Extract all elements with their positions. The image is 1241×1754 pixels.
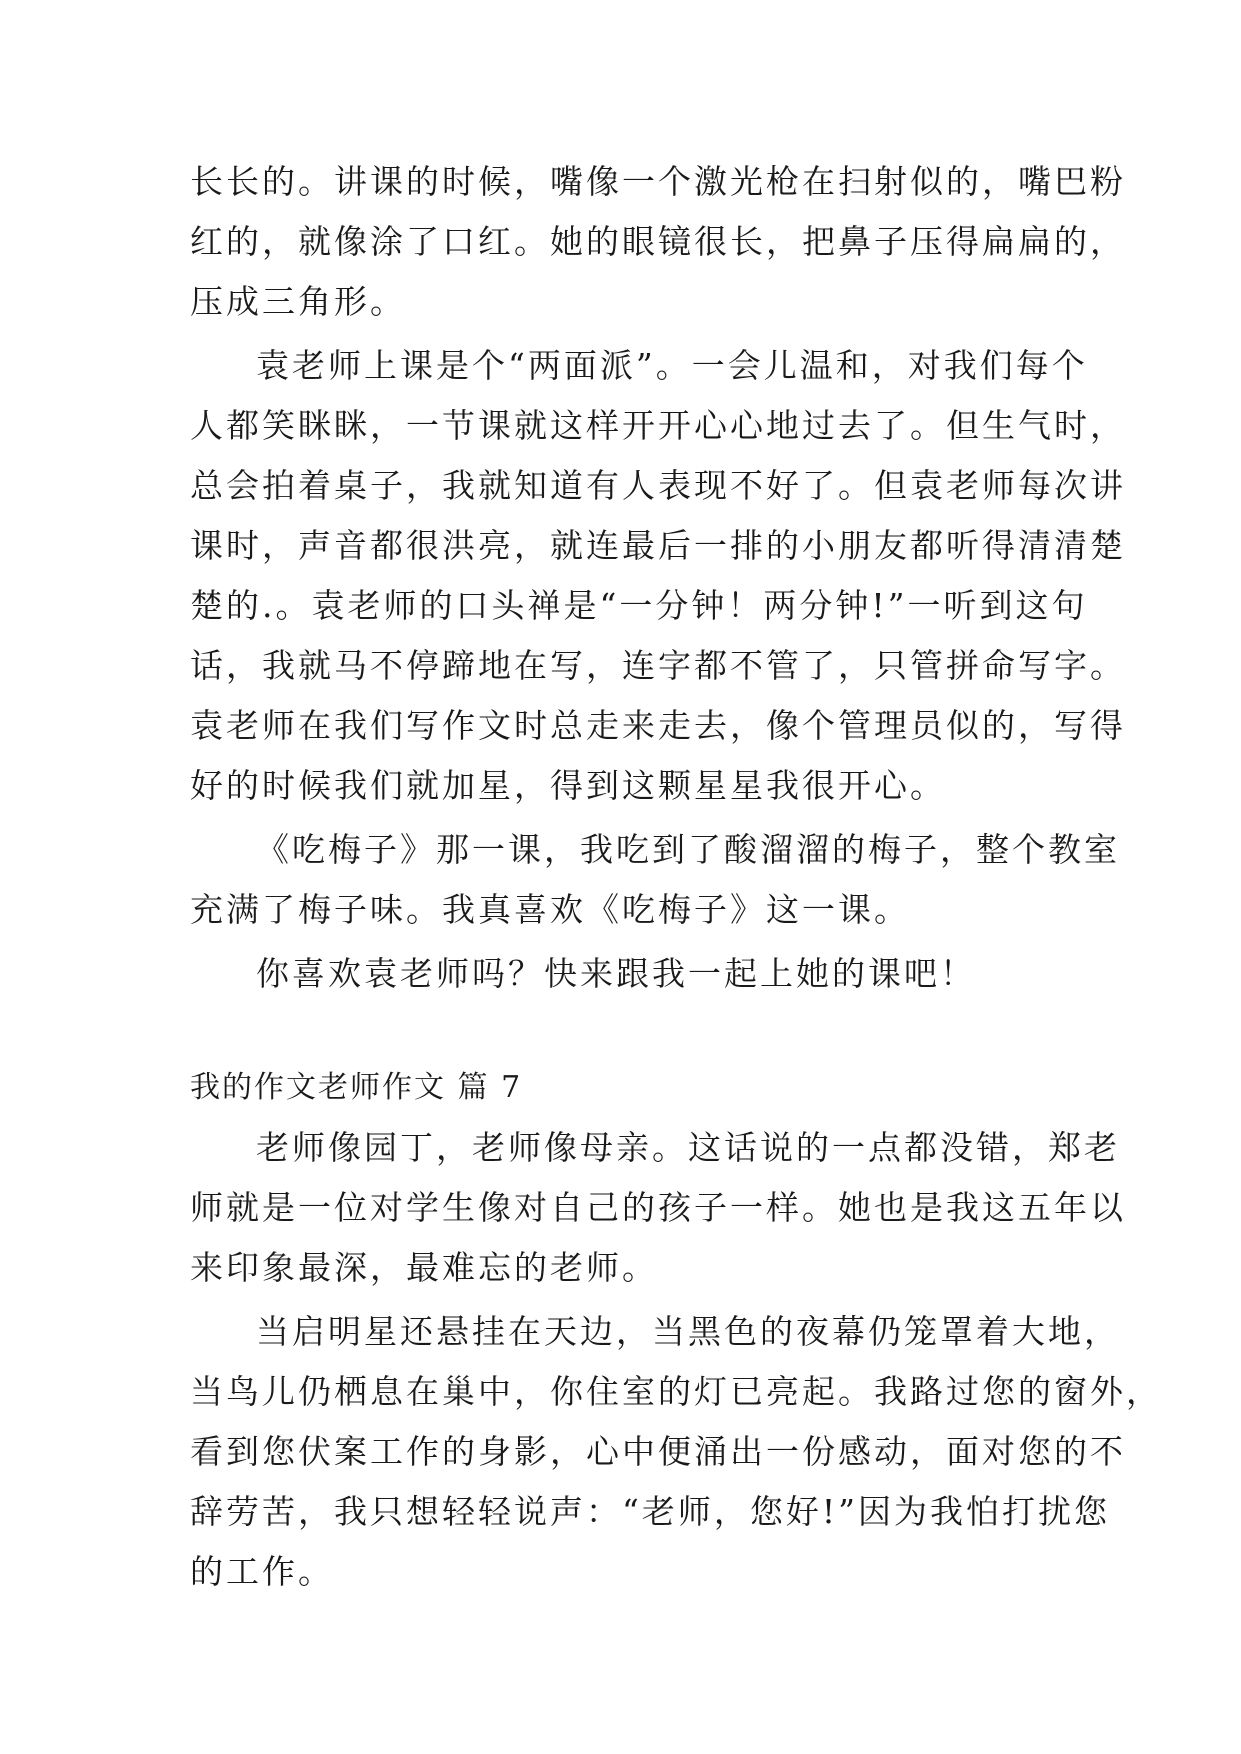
text-line: 总会拍着桌子，我就知道有人表现不好了。但袁老师每次讲 — [190, 466, 1126, 505]
text-line: 话，我就马不停蹄地在写，连字都不管了，只管拼命写字。 — [190, 646, 1126, 685]
text-line: 袁老师上课是个“两面派”。一会儿温和，对我们每个 — [256, 346, 1088, 385]
paragraph-6 — [190, 1302, 1162, 1602]
text-line: 师就是一位对学生像对自己的孩子一样。她也是我这五年以 — [190, 1188, 1126, 1227]
text-line: 的工作。 — [190, 1552, 334, 1591]
text-line: 楚的.。袁老师的口头禅是“一分钟！两分钟!”一听到这句 — [190, 586, 1088, 625]
text-line: 老师像园丁，老师像母亲。这话说的一点都没错，郑老 — [256, 1128, 1120, 1167]
paragraph-4 — [190, 944, 1070, 1004]
text-line: 人都笑眯眯，一节课就这样开开心心地过去了。但生气时， — [190, 406, 1126, 445]
section-heading — [190, 1058, 1070, 1118]
text-line: 来印象最深，最难忘的老师。 — [190, 1248, 658, 1287]
section-title: 我的作文老师作文 篇 7 — [190, 1070, 523, 1105]
text-line: 你喜欢袁老师吗？快来跟我一起上她的课吧！ — [256, 954, 976, 993]
text-line: 充满了梅子味。我真喜欢《吃梅子》这一课。 — [190, 890, 910, 929]
text-line: 压成三角形。 — [190, 282, 406, 321]
text-line: 好的时候我们就加星，得到这颗星星我很开心。 — [190, 766, 946, 805]
text-line: 《吃梅子》那一课，我吃到了酸溜溜的梅子，整个教室 — [256, 830, 1120, 869]
text-line: 袁老师在我们写作文时总走来走去，像个管理员似的，写得 — [190, 706, 1126, 745]
text-line: 当鸟儿仍栖息在巢中，你住室的灯已亮起。我路过您的窗外， — [190, 1372, 1162, 1411]
text-line: 当启明星还悬挂在天边，当黑色的夜幕仍笼罩着大地， — [256, 1312, 1120, 1351]
text-line: 红的，就像涂了口红。她的眼镜很长，把鼻子压得扁扁的， — [190, 222, 1126, 261]
text-line: 长长的。讲课的时候，嘴像一个激光枪在扫射似的，嘴巴粉 — [190, 162, 1126, 201]
paragraph-1 — [190, 152, 1126, 332]
document-page — [190, 152, 1162, 1602]
paragraph-2 — [190, 336, 1126, 816]
paragraph-3 — [190, 820, 1120, 940]
text-line: 看到您伏案工作的身影，心中便涌出一份感动，面对您的不 — [190, 1432, 1126, 1471]
paragraph-5 — [190, 1118, 1126, 1298]
text-line: 辞劳苦，我只想轻轻说声：“老师，您好!”因为我怕打扰您 — [190, 1492, 1111, 1531]
text-line: 课时，声音都很洪亮，就连最后一排的小朋友都听得清清楚 — [190, 526, 1126, 565]
